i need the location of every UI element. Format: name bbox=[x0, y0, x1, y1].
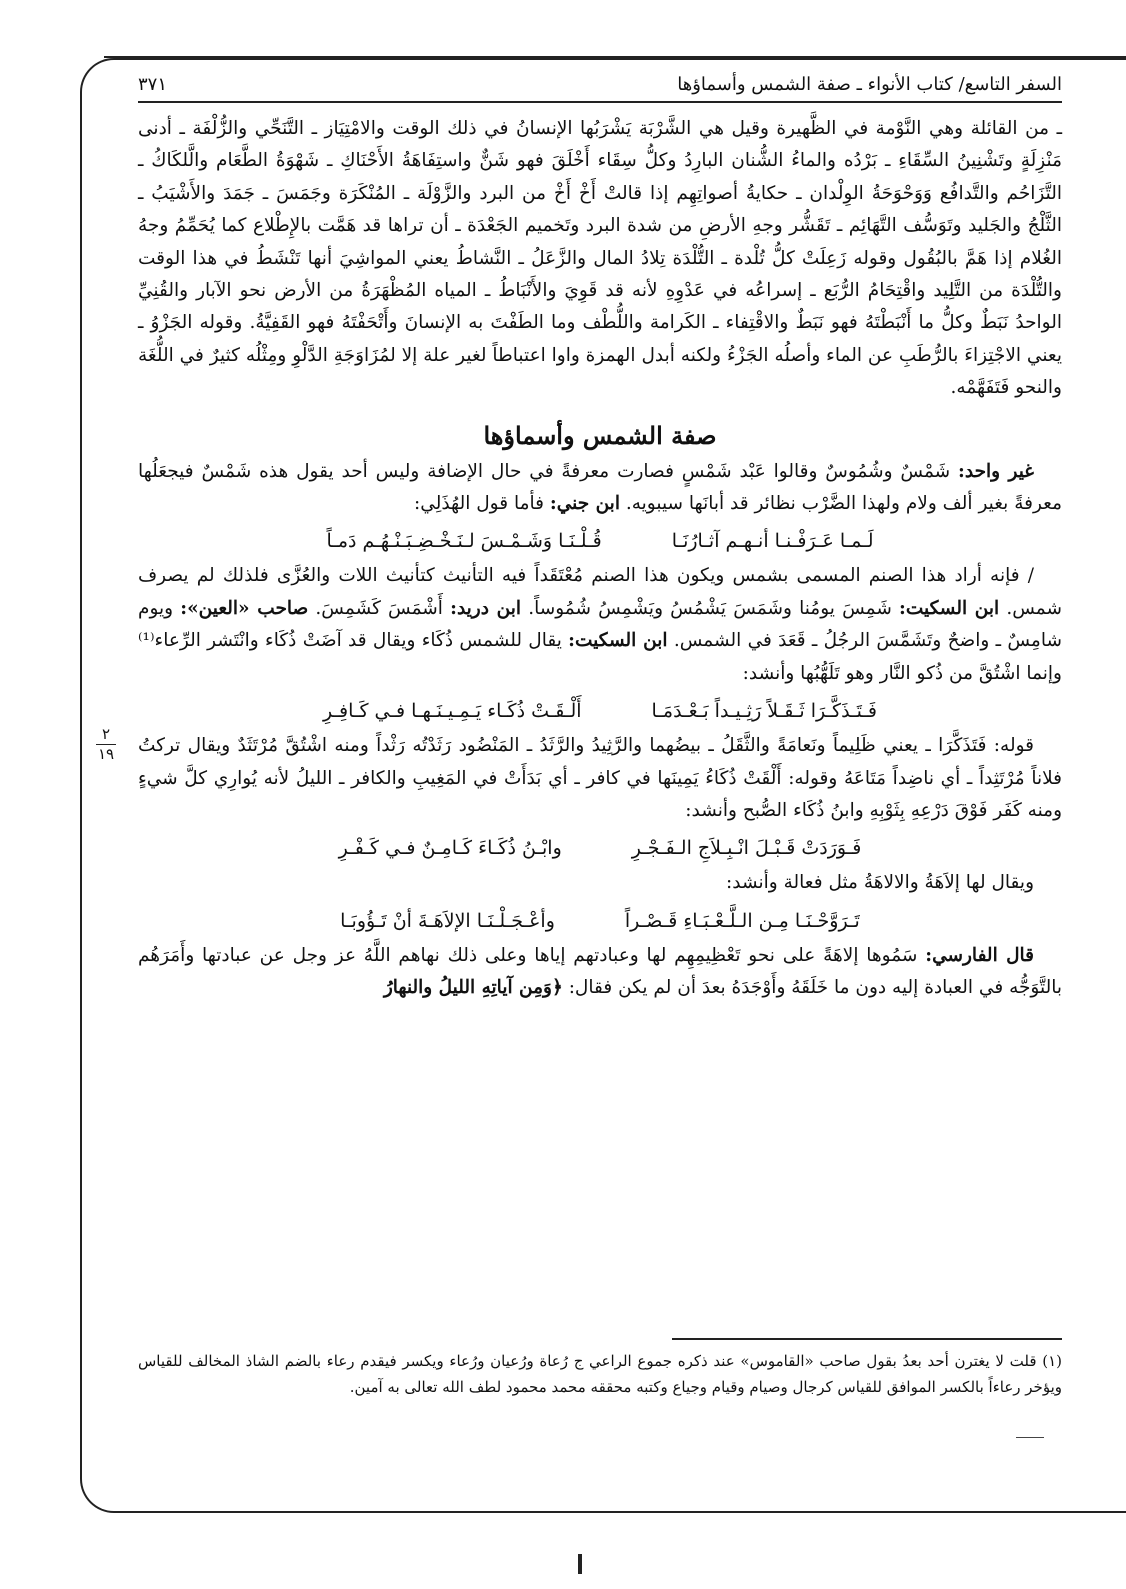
verse-hemistich-1: فَـتَـذَكَّـرَا ثَـقَـلاً رَثِـيـداً بَـعْـدَمَـا bbox=[651, 700, 878, 723]
verse-hemistich-2: وأعْـجَـلْـنَـا الإلاَهَـةَ أنْ تَـؤُوبَـا bbox=[340, 909, 555, 932]
footnote-marker: (١) bbox=[1042, 1352, 1062, 1370]
verse-hemistich-1: فَـوَرَدَتْ قَـبْـلَ انْـبِـلاَجِ الـفَـجْـرِ bbox=[631, 837, 862, 860]
author-label: ابن جني: bbox=[549, 493, 620, 515]
paragraph-text: / فإنه أراد هذا الصنم المسمى بشمس ويكون هذا الصنم مُعْتَقَداً فيه التأنيث كتأنيث اللات والعُزَّى فلذلك لم يصرف شمس. bbox=[138, 565, 1062, 619]
paragraph-2 bbox=[138, 456, 1062, 521]
author-label: ابن دريد: bbox=[450, 597, 522, 619]
verse-hemistich-1: لَـمـا عَـرَفْـنـا أنـهـم آثـارُنَـا bbox=[671, 530, 874, 553]
paragraph-4: قوله: فَتَذَكَّرَا ـ يعني ظَلِيماً ونَعامَةً والثَّقَلُ ـ بيضُهما والرَّثِيدُ والرَّثَدُ ـ المَنْضُود رَثَدْتُه رَثْداً ومنه اشْتُقَّ مُرْتَثَدٌ ويقال تركتُ فلاناً مُرْتَثِداً ـ أي ناضِداً مَتَاعَهُ وقوله: أَلْقَتْ ذُكَاءُ يَمِينَها في كافر ـ أي بَدَأَتْ في المَغِيبِ والكافر ـ الليلُ لأنه يُوارِي كلَّ شيءٍ ومنه كَفَر فَوْقَ دَرْعِهِ بِثَوْبِهِ وابنُ ذُكَاء الصُّبح وأنشد: bbox=[138, 735, 1062, 821]
paragraph-3 bbox=[138, 560, 1062, 690]
author-label: صاحب «العين»: bbox=[180, 597, 309, 619]
paragraph-6 bbox=[138, 940, 1062, 1005]
paragraph-text: أَشْمَسَ كَشَمِسَ. bbox=[315, 597, 443, 619]
footnotes bbox=[138, 1338, 1062, 1400]
bottom-mark bbox=[578, 1554, 582, 1574]
verse-4 bbox=[138, 910, 1062, 932]
footnote-1 bbox=[138, 1348, 1062, 1400]
paragraph-text: سَمُوها إلاهَةً على نحو تَعْظِيمِهِم لها وعبادتهم إياها وعلى ذلك نهاهم اللَّهُ عز وجل عن عبادتها وأَمَرَهُم بالتَّوَجُّه في العبادة إليه دون ما خَلَقَهُ وأَوْجَدَهُ بعدَ أن لم يكن فقال: bbox=[138, 944, 1062, 999]
verse-3 bbox=[138, 837, 1062, 859]
margin-note-bottom: ١٩ bbox=[97, 745, 115, 763]
paragraph-text: شَمْسٌ وشُمُوسٌ وقالوا عَبْد شَمْسٍ فصارت معرفةً في حال الإضافة وليس أحد يقول هذه شَمْسٌ فيجعَلُها معرفةً بغير ألف ولام ولهذا الضَّرْب نظائر قد أبانَها سيبويه. bbox=[138, 460, 1062, 515]
page-number: ٣٧١ bbox=[138, 74, 168, 95]
author-label: ابن السكيت: bbox=[568, 630, 668, 652]
running-header bbox=[138, 74, 1062, 103]
paragraph-text: شَمِسَ يومُنا وشَمَسَ يَشْمُسُ ويَشْمِسُ شُمُوساً. bbox=[528, 597, 892, 619]
author-label: قال الفارسي: bbox=[925, 944, 1034, 966]
margin-note-top: ٢ bbox=[101, 725, 111, 743]
footnote-text: قلت لا يغترن أحد بعدُ بقول صاحب «القاموس» عند ذكره جموع الراعي ج رُعاة ورُعيان ورُعاء ويكسر فيقدم رعاء بالضم الشاذ المخالف للقياس ويؤخر رعاءاً بالكسر الموافق للقياس كرجال وصيام وقيام وجياع وكتبه محققه محمد محمود لطف الله تعالى به آمين. bbox=[138, 1352, 1062, 1396]
verse-hemistich-2: وابْـنُ ذُكَـاءَ كَـامِـنٌ فـي كَـفْـرِ bbox=[338, 837, 562, 860]
margin-folio-note bbox=[96, 726, 116, 763]
author-label: غير واحد: bbox=[958, 460, 1034, 482]
paragraph-text: ويوم شامِسٌ ـ واضحٌ وتَشَمَّسَ الرجُلُ ـ قَعَدَ في الشمس. bbox=[138, 597, 1062, 652]
paragraph-text: يقال للشمس ذُكَاء ويقال قد آضَتْ ذُكَاء وانْتَشر الرِّعاء⁽¹⁾ وإنما اشْتُقَّ من ذُكو النَّار وهو تَلَهُّبُها وأنشد: bbox=[138, 630, 1062, 684]
verse-hemistich-2: قُـلْـنَـا وَشَـمْـسَ لـنَـخْـضِـبَـنْـهُـم دَمـاً bbox=[326, 530, 602, 553]
verse-2 bbox=[138, 700, 1062, 722]
footnote-rule bbox=[672, 1338, 1062, 1340]
running-title: السفر التاسع/ كتاب الأنواء ـ صفة الشمس وأسماؤها bbox=[677, 74, 1062, 95]
section-title: صفة الشمس وأسماؤها bbox=[483, 420, 717, 450]
paragraph-1: ـ من القائلة وهي النَّوْمة في الظَّهيرة وقيل هي الشَّرْبَة يَشْرَبُها الإنسانُ في ذلك الوقت والامْتِيَاز ـ التَّنَحِّي والزُّلْفَة ـ أدنى مَنْزِلَةٍ وتَشْنِينُ السِّقَاءِ ـ بَرْدُه والماءُ الشُّنان البارِدُ وكلُّ سِقَاء أَخْلَقَ فهو شَنٌّ واستِفَاهَةُ الأَحْنَاكِ ـ شَهْوَةُ الطَّعَام والَّلكَاكُ ـ التَّزَاحُم والتَّدافُع وَوَحْوَحَةُ الوِلْدان ـ حكايةُ أصواتِهِم إذا قالتْ أَخْ أَخْ من البرد والزَّوْلَة ـ المُنْكَرَة وجَمَسَ ـ جَمَدَ والأَشْيَبُ ـ الثَّلْجُ والجَليد وتَوَسُّف التَّهَائِم ـ تَقَشُّر وجهِ الأرضِ من شدة البرد وتَخميم الجَعْدَة ـ أن تراها قد هَمَّت بالإِطْلاع كما يُحَمِّمُ وجهُ الغُلام إذا هَمَّ بالبُقُول وقوله زَعِلَتْ كلُّ تُلْدة ـ التُّلْدَة تِلادُ المال والزَّعَلُ ـ النَّشاطُ يعني المواشِيَ أنها تَنْشَطُ في هذا الوقت والتُّلْدَة من التَّلِيد واقْتِحَامُ الرُّبَع ـ إسراعُه في عَدْوِهِ لأنه قد قَوِيَ والأَنْبَاطُ ـ المياه المُظْهَرَةُ من الأرض نحو الآبار والقُنِيِّ الواحدُ نَبَطٌ وكلُّ ما أَنْبَطْتَهُ فهو نَبَطٌ والاقْتِفاء ـ الكَرامة واللُّطْف وما الطَفْتَ به الإنسانَ وأَتْحَفْتَهُ فهو القَفِيَّةُ. وقوله الجَزْوُ ـ يعني الاجْتِزاءَ بالرُّطَبِ عن الماء وأصلُه الجَزْءُ ولكنه أبدل الهمزة واوا اعتباطاً لغير علة إلا لمُزَاوَجَةِ الدَّلْوِ ومِثْلُه كثيرٌ في اللُّغَة والنحو فَتَفَهَّمْه. bbox=[138, 118, 1062, 399]
footnote-end-dash bbox=[1016, 1437, 1044, 1438]
author-label: ابن السكيت: bbox=[899, 597, 1000, 619]
paragraph-5: ويقال لها إلاَهَةُ والالاهَةُ مثل فعالة وأنشد: bbox=[726, 872, 1034, 894]
page-content bbox=[138, 74, 1062, 1005]
verse-hemistich-1: تَـرَوَّحْـنَـا مِـن الـلَّـعْـبَـاءِ قَـصْـراً bbox=[624, 909, 860, 932]
verse-hemistich-2: أَلْـقَـتْ ذُكَـاء يَـمِـيـنَـهـا فـي كَـافِـرِ bbox=[322, 700, 582, 723]
paragraph-text: فأما قول الهُذَلِي: bbox=[414, 493, 544, 515]
verse-1 bbox=[138, 530, 1062, 552]
quran-quote: ﴿وَمِن آياتِهِ الليلُ والنهارُ bbox=[383, 977, 563, 999]
